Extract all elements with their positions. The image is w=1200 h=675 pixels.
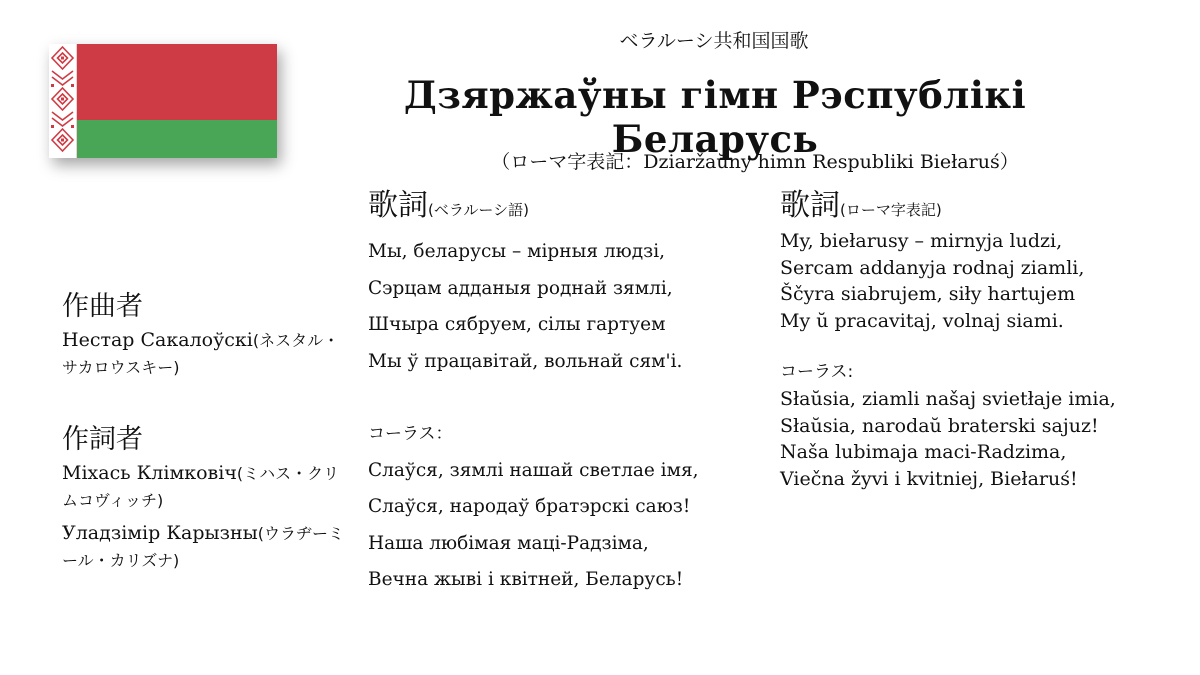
latin-chorus-line: Słaŭsia, narodaŭ braterski sajuz! [780,414,1099,437]
credits [62,284,352,580]
cyrillic-chorus-label: コーラス： [368,424,453,444]
lyricist-label: 作詞者 [62,424,143,455]
cyrillic-lines [368,234,768,599]
lyricist-1 [62,460,352,514]
romanized-title: （ローマ字表記：Dziaržaŭny himn Respubliki Biełaruś） [491,151,1019,173]
cyrillic-chorus-line: Слаўся, народаў братэрскі саюз! [368,496,691,517]
latin-lyrics-heading [780,180,1180,224]
latin-chorus-line: Naša lubimaja maci-Radzima, [780,441,1067,463]
flag-green-band [77,120,277,158]
latin-verse-line: Sercam addanyja rodnaj ziamli, [780,256,1085,279]
composer-name-jp: (ネスタル・サカロウスキー) [62,331,340,377]
latin-chorus-line: Viečna žyvi i kvitniej, Biełaruś! [780,467,1078,490]
lyricist-2-name: Уладзімір Карызны [62,522,258,544]
flag-ornament [49,44,77,158]
cyrillic-heading-text: 歌詞 [368,188,428,223]
cyrillic-lyrics-heading [368,180,768,224]
latin-heading-note: (ローマ字表記) [840,201,942,219]
lyricist-2 [62,520,352,574]
flag-red-band [77,44,277,120]
flag-bands [77,44,277,158]
latin-verse-line: My, biełarusy – mirnyja ludzi, [780,230,1063,252]
lyricist-1-name: Міхась Клімковіч [62,462,237,484]
cyrillic-lyrics [368,180,768,599]
latin-chorus-label: コーラス: [780,362,854,382]
cyrillic-verse-line: Шчыра сябруем, сілы гартуем [368,314,666,335]
composer-label: 作曲者 [62,291,143,322]
cyrillic-heading-note: (ベラルーシ語) [428,201,529,219]
latin-verse-line: Ščyra siabrujem, siły hartujem [780,283,1076,305]
cyrillic-chorus-line: Вечна жыві і квітней, Беларусь! [368,569,684,590]
latin-chorus-line: Słaŭsia, ziamli našaj svietłaje imia, [780,388,1116,410]
cyrillic-verse-line: Мы ў працавітай, вольнай сям'і. [368,350,683,372]
latin-heading-text: 歌詞 [780,188,840,223]
jp-title: ベラルーシ共和国国歌 [619,30,809,52]
composer [62,327,352,381]
cyrillic-verse-line: Сэрцам адданыя роднай зямлі, [368,277,673,299]
page-title: Дзяржаўны гімн Рэспублікі Беларусь [403,73,1027,161]
cyrillic-chorus-line: Слаўся, зямлі нашай светлае імя, [368,459,699,481]
latin-verse-line: My ŭ pracavitaj, volnaj siami. [780,309,1064,332]
composer-name: Нестар Сакалоўскі [62,329,253,351]
cyrillic-chorus-line: Наша любімая маці-Радзіма, [368,532,649,554]
ornament-pattern-icon [49,44,76,158]
lyricist-1-name-jp: (ミハス・クリムコヴィッチ) [62,464,340,510]
latin-lines [780,228,1180,492]
latin-lyrics [780,180,1180,492]
cyrillic-verse-line: Мы, беларусы – мірныя людзі, [368,241,666,262]
belarus-flag [49,44,277,158]
lyricist-2-name-jp: (ウラヂーミール・カリズナ) [62,524,345,570]
